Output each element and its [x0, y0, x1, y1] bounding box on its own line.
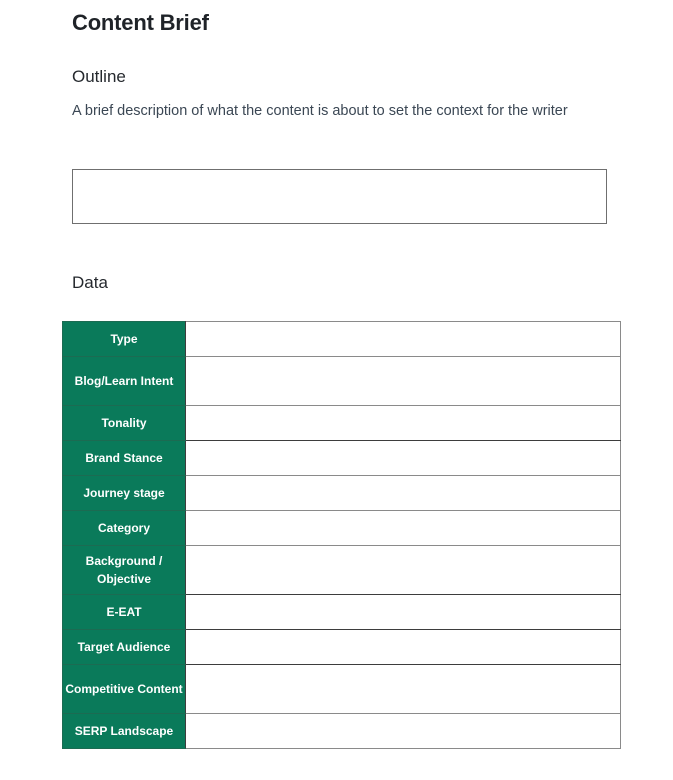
row-label-competitive-content: Competitive Content [63, 665, 186, 714]
row-label-category: Category [63, 511, 186, 546]
row-value-tonality[interactable] [186, 406, 621, 441]
row-label-background-objective: Background / Objective [63, 546, 186, 595]
table-row [63, 665, 621, 714]
row-label-type: Type [63, 322, 186, 357]
table-row [63, 630, 621, 665]
table-row [63, 322, 621, 357]
outline-description: A brief description of what the content is about to set the context for the writer [72, 103, 568, 119]
data-table-body [63, 322, 621, 749]
row-value-serp-landscape[interactable] [186, 714, 621, 749]
row-value-competitive-content[interactable] [186, 665, 621, 714]
row-label-target-audience: Target Audience [63, 630, 186, 665]
row-label-brand-stance: Brand Stance [63, 441, 186, 476]
row-value-background-objective[interactable] [186, 546, 621, 595]
page-title: Content Brief [72, 10, 209, 35]
table-row [63, 546, 621, 595]
row-label-e-eat: E-EAT [63, 595, 186, 630]
row-value-blog-learn-intent[interactable] [186, 357, 621, 406]
table-row [63, 511, 621, 546]
row-value-brand-stance[interactable] [186, 441, 621, 476]
row-value-target-audience[interactable] [186, 630, 621, 665]
table-row [63, 595, 621, 630]
row-value-e-eat[interactable] [186, 595, 621, 630]
outline-section-heading: Outline [72, 67, 126, 86]
table-row [63, 441, 621, 476]
row-value-category[interactable] [186, 511, 621, 546]
data-table [62, 321, 621, 749]
row-label-journey-stage: Journey stage [63, 476, 186, 511]
table-row [63, 714, 621, 749]
table-row [63, 357, 621, 406]
row-label-serp-landscape: SERP Landscape [63, 714, 186, 749]
table-row [63, 406, 621, 441]
outline-input-box[interactable] [72, 169, 607, 224]
row-value-journey-stage[interactable] [186, 476, 621, 511]
row-value-type[interactable] [186, 322, 621, 357]
table-row [63, 476, 621, 511]
data-section-heading: Data [72, 273, 108, 292]
row-label-blog-learn-intent: Blog/Learn Intent [63, 357, 186, 406]
row-label-tonality: Tonality [63, 406, 186, 441]
